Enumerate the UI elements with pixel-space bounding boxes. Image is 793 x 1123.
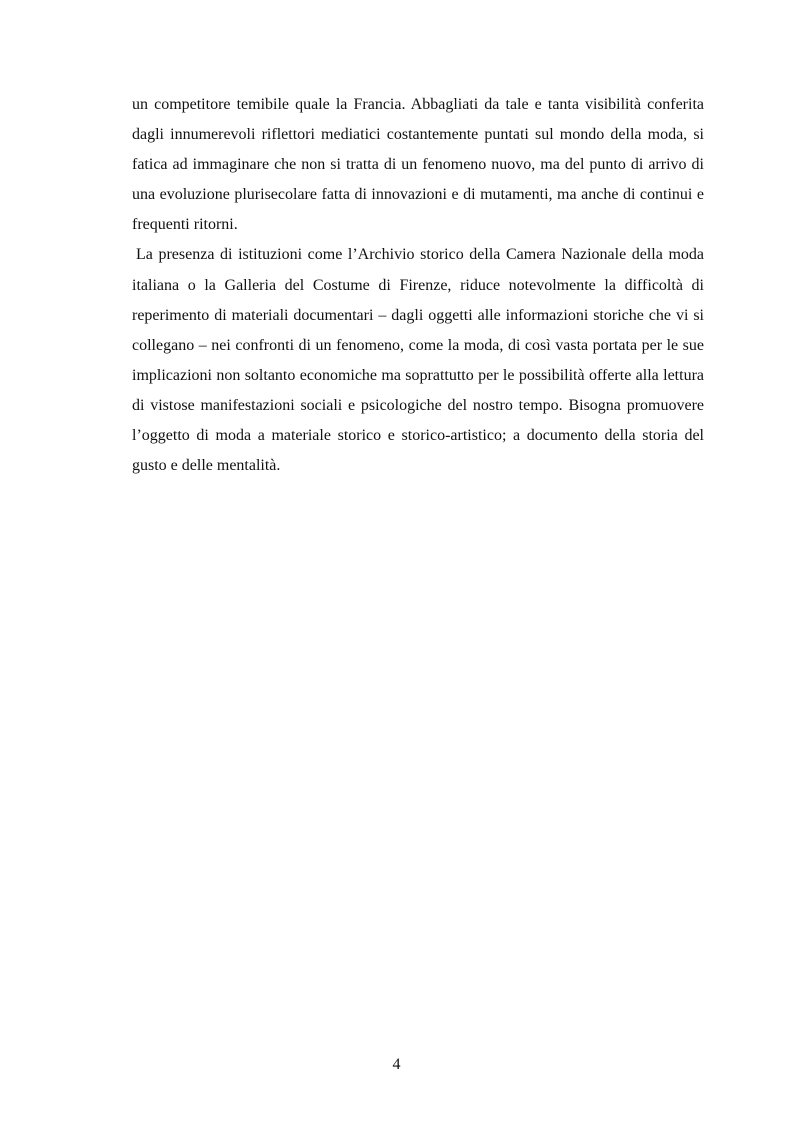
page-number: 4 [392, 1056, 401, 1073]
paragraph-2: La presenza di istituzioni come l’Archivio storico della Camera Nazionale della moda italiana o la Galleria del Costume di Firenze, riduce notevolmente la difficoltà di reperimento di materiali documentari – dagli oggetti alle informazioni storiche che vi si collegano – nei confronti di un fenomeno, come la moda, di così vasta portata per le sue implicazioni non soltanto economiche ma soprattutto per le possibilità offerte alla lettura di vistose manifestazioni sociali e psicologiche del nostro tempo. Bisogna promuovere l’oggetto di moda a materiale storico e storico-artistico; a documento della storia del gusto e delle mentalità. [132, 246, 704, 475]
paragraph-1: un competitore temibile quale la Francia. Abbagliati da tale e tanta visibilità conferita dagli innumerevoli riflettori mediatici costantemente puntati sul mondo della moda, si fatica ad immaginare che non si tratta di un fenomeno nuovo, ma del punto di arrivo di una evoluzione plurisecolare fatta di innovazioni e di mutamenti, ma anche di continui e frequenti ritorni. [132, 96, 704, 234]
body-text [132, 90, 704, 481]
